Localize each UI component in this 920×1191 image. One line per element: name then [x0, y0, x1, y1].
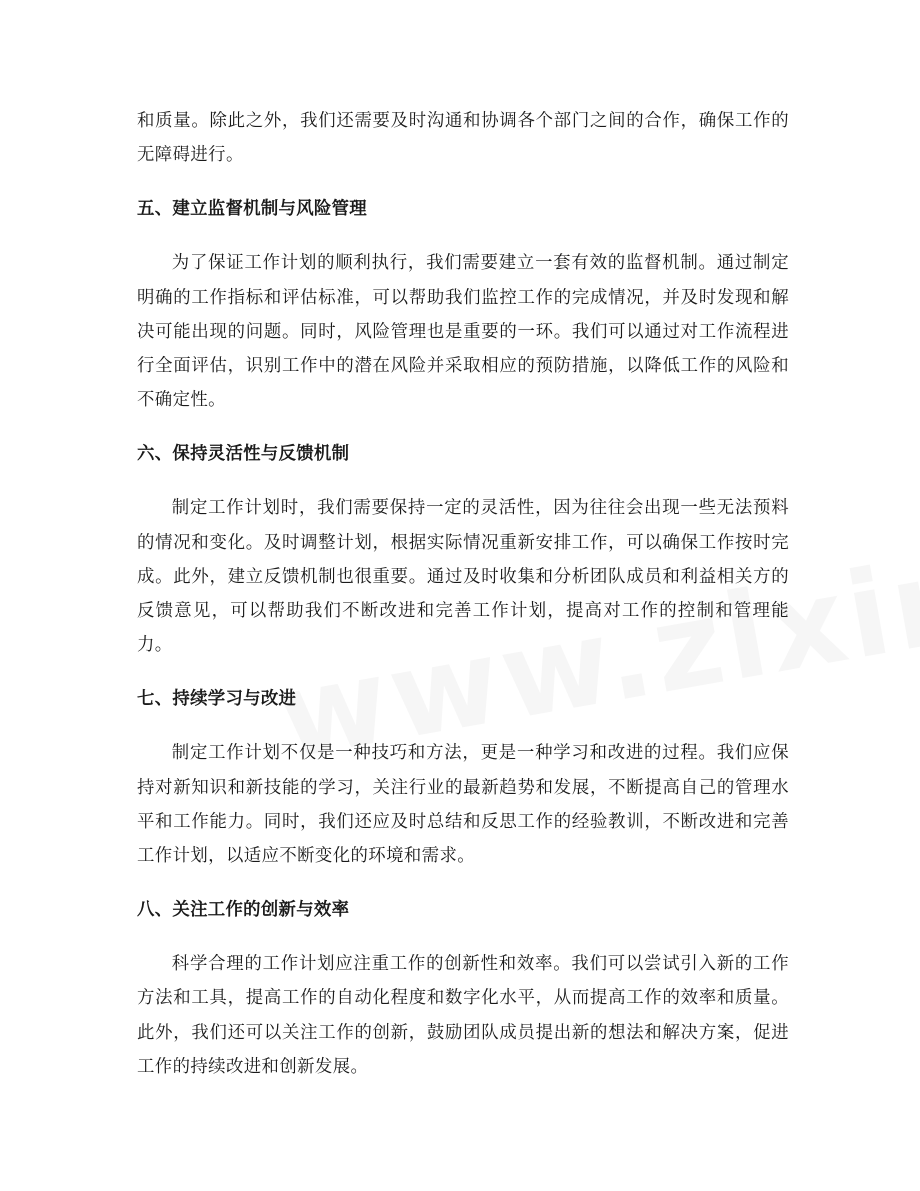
paragraph-continued: 和质量。除此之外，我们还需要及时沟通和协调各个部门之间的合作，确保工作的无障碍进行。 — [137, 111, 789, 166]
document-body — [137, 104, 789, 1084]
section-heading-7: 七、持续学习与改进 — [137, 689, 297, 710]
section-heading-8: 八、关注工作的创新与效率 — [137, 900, 350, 921]
section-heading-6: 六、保持灵活性与反馈机制 — [137, 444, 350, 465]
paragraph-section-7: 制定工作计划不仅是一种技巧和方法，更是一种学习和改进的过程。我们应保持对新知识和新技能的学习，关注行业的最新趋势和发展，不断提高自己的管理水平和工作能力。同时，我们还应及时总结和反思工作的经验教训，不断改进和完善工作计划，以适应不断变化的环境和需求。 — [137, 743, 789, 867]
paragraph-section-8: 科学合理的工作计划应注重工作的创新性和效率。我们可以尝试引入新的工作方法和工具，提高工作的自动化程度和数字化水平，从而提高工作的效率和质量。此外，我们还可以关注工作的创新，鼓励团队成员提出新的想法和解决方案，促进工作的持续改进和创新发展。 — [137, 954, 789, 1077]
paragraph-section-5: 为了保证工作计划的顺利执行，我们需要建立一套有效的监督机制。通过制定明确的工作指标和评估标准，可以帮助我们监控工作的完成情况，并及时发现和解决可能出现的问题。同时，风险管理也是重要的一环。我们可以通过对工作流程进行全面评估，识别工作中的潜在风险并采取相应的预防措施，以降低工作的风险和不确定性。 — [137, 253, 789, 411]
section-heading-5: 五、建立监督机制与风险管理 — [137, 199, 367, 220]
paragraph-section-6: 制定工作计划时，我们需要保持一定的灵活性，因为往往会出现一些无法预料的情况和变化。及时调整计划，根据实际情况重新安排工作，可以确保工作按时完成。此外，建立反馈机制也很重要。通过及时收集和分析团队成员和利益相关方的反馈意见，可以帮助我们不断改进和完善工作计划，提高对工作的控制和管理能力。 — [137, 498, 789, 656]
